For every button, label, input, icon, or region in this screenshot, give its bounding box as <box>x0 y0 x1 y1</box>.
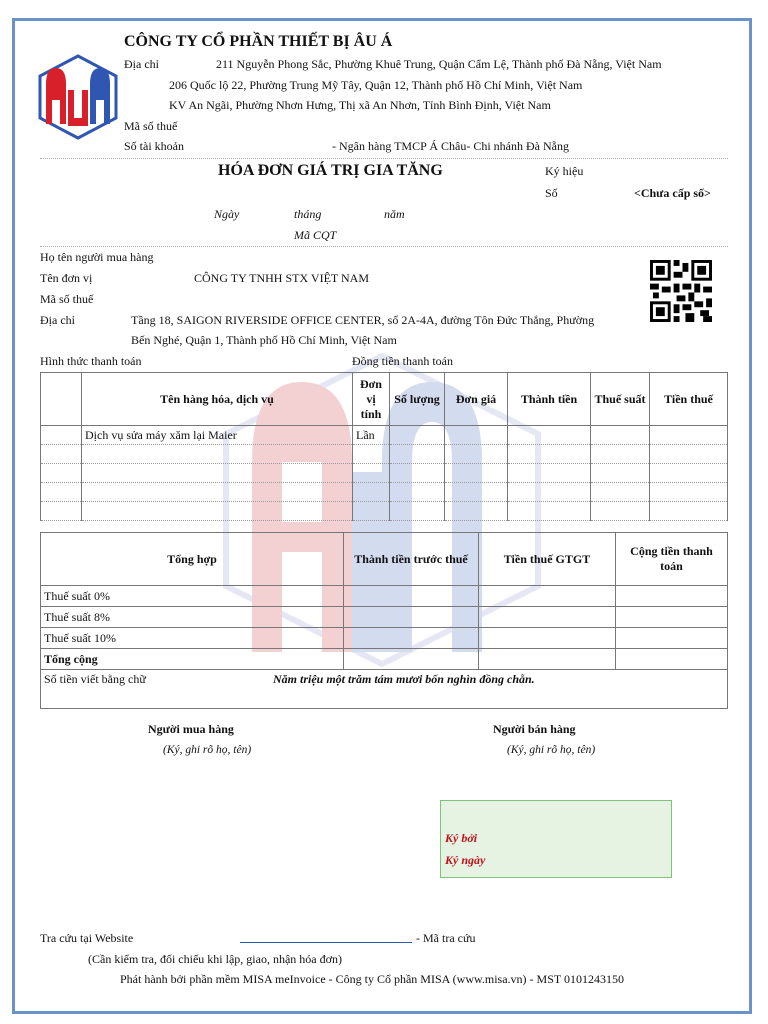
col-header-amount: Thành tiền <box>508 373 591 426</box>
summary-row-label: Thuế suất 8% <box>41 607 344 628</box>
company-address-line-3: KV An Ngãi, Phường Nhơn Hưng, Thị xã An Nhơn, Tỉnh Bình Định, Việt Nam <box>169 98 551 112</box>
cell <box>41 426 82 445</box>
signed-by-label: Ký bởi <box>445 831 478 845</box>
col-header <box>41 373 82 426</box>
cell-item-name: Dịch vụ sửa máy xăm lại Maier <box>82 426 353 445</box>
signed-date-label: Ký ngày <box>445 853 486 867</box>
company-address-line-2: 206 Quốc lộ 22, Phường Trung Mỹ Tây, Quận 12, Thành phố Hồ Chí Minh, Việt Nam <box>169 78 583 92</box>
summary-header-row <box>41 533 728 586</box>
summary-row <box>41 607 728 628</box>
table-row <box>41 426 728 445</box>
divider <box>40 158 728 159</box>
currency-label: Đồng tiền thanh toán <box>352 354 453 368</box>
company-account-label: Số tài khoản <box>124 139 184 153</box>
number-label: Số <box>545 186 558 200</box>
buyer-sign-title: Người mua hàng <box>148 722 234 736</box>
company-logo <box>38 54 118 140</box>
amount-in-words-row <box>41 670 728 709</box>
summary-table <box>40 532 728 709</box>
cell <box>445 426 508 445</box>
col-header-price: Đơn giá <box>445 373 508 426</box>
summary-header-total: Cộng tiền thanh toán <box>616 533 728 586</box>
buyer-unit-value: CÔNG TY TNHH STX VIỆT NAM <box>194 271 370 285</box>
col-header-tax-rate: Thuế suất <box>591 373 650 426</box>
summary-row-label-total: Tổng cộng <box>41 649 344 670</box>
col-header-tax-amount: Tiền thuế <box>650 373 728 426</box>
day-label: Ngày <box>214 207 240 221</box>
table-row <box>41 464 728 483</box>
items-table <box>40 372 728 521</box>
symbol-label: Ký hiệu <box>545 164 584 178</box>
invoice-title: HÓA ĐƠN GIÁ TRỊ GIA TĂNG <box>218 162 443 179</box>
invoice-number: <Chưa cấp số> <box>634 186 711 200</box>
buyer-sign-note: (Ký, ghi rõ họ, tên) <box>163 744 252 756</box>
summary-row <box>41 649 728 670</box>
buyer-address-line-1: Tầng 18, SAIGON RIVERSIDE OFFICE CENTER, số 2A-4A, đường Tôn Đức Thắng, Phường <box>131 313 595 327</box>
amount-in-words-value: Năm triệu một trăm tám mươi bốn nghìn đồng chẵn. <box>273 672 535 686</box>
amount-in-words-label: Số tiền viết bằng chữ <box>44 672 146 686</box>
cell <box>591 426 650 445</box>
lookup-code-label: - Mã tra cứu <box>416 931 476 945</box>
buyer-name-label: Họ tên người mua hàng <box>40 250 154 264</box>
issuer-line: Phát hành bởi phần mềm MISA meInvoice - Công ty Cổ phần MISA (www.misa.vn) - MST 0101243150 <box>120 972 624 986</box>
items-header-row <box>41 373 728 426</box>
cell-unit: Lần <box>353 426 390 445</box>
lookup-label: Tra cứu tại Website <box>40 931 134 945</box>
company-address-line-1: 211 Nguyễn Phong Sắc, Phường Khuê Trung, Quận Cẩm Lệ, Thành phố Đà Nẵng, Việt Nam <box>216 57 662 71</box>
table-row <box>41 502 728 521</box>
buyer-address-label: Địa chỉ <box>40 313 75 327</box>
col-header-name: Tên hàng hóa, dịch vụ <box>82 373 353 426</box>
lookup-note: (Cần kiểm tra, đối chiếu khi lập, giao, nhận hóa đơn) <box>88 952 342 966</box>
company-tax-label: Mã số thuế <box>124 119 178 133</box>
table-row <box>41 445 728 464</box>
seller-sign-title: Người bán hàng <box>493 722 576 736</box>
cell <box>650 426 728 445</box>
summary-row <box>41 628 728 649</box>
buyer-address-line-2: Bến Nghé, Quận 1, Thành phố Hồ Chí Minh, Việt Nam <box>131 333 397 347</box>
buyer-tax-label: Mã số thuế <box>40 292 94 306</box>
cqt-label: Mã CQT <box>294 228 337 242</box>
buyer-unit-label: Tên đơn vị <box>40 271 93 285</box>
col-header-unit: Đơn vị tính <box>353 373 390 426</box>
payment-label: Hình thức thanh toán <box>40 354 142 368</box>
seller-sign-note: (Ký, ghi rõ họ, tên) <box>507 744 596 756</box>
divider <box>40 246 728 247</box>
col-header-qty: Số lượng <box>390 373 445 426</box>
company-name: CÔNG TY CỔ PHẦN THIẾT BỊ ÂU Á <box>124 33 393 50</box>
year-label: năm <box>384 207 405 221</box>
cell <box>390 426 445 445</box>
summary-header: Tổng hợp <box>41 533 344 586</box>
summary-row <box>41 586 728 607</box>
summary-row-label: Thuế suất 10% <box>41 628 344 649</box>
qr-code <box>648 260 714 322</box>
digital-signature-box <box>440 800 672 878</box>
company-account-value: - Ngân hàng TMCP Á Châu- Chi nhánh Đà Nẵng <box>332 139 569 153</box>
cell <box>508 426 591 445</box>
summary-header-vat: Tiền thuế GTGT <box>479 533 616 586</box>
company-address-label: Địa chỉ <box>124 57 159 71</box>
month-label: tháng <box>294 207 322 221</box>
summary-row-label: Thuế suất 0% <box>41 586 344 607</box>
summary-header-pretax: Thành tiền trước thuế <box>344 533 479 586</box>
table-row <box>41 483 728 502</box>
lookup-website-field <box>240 942 412 943</box>
